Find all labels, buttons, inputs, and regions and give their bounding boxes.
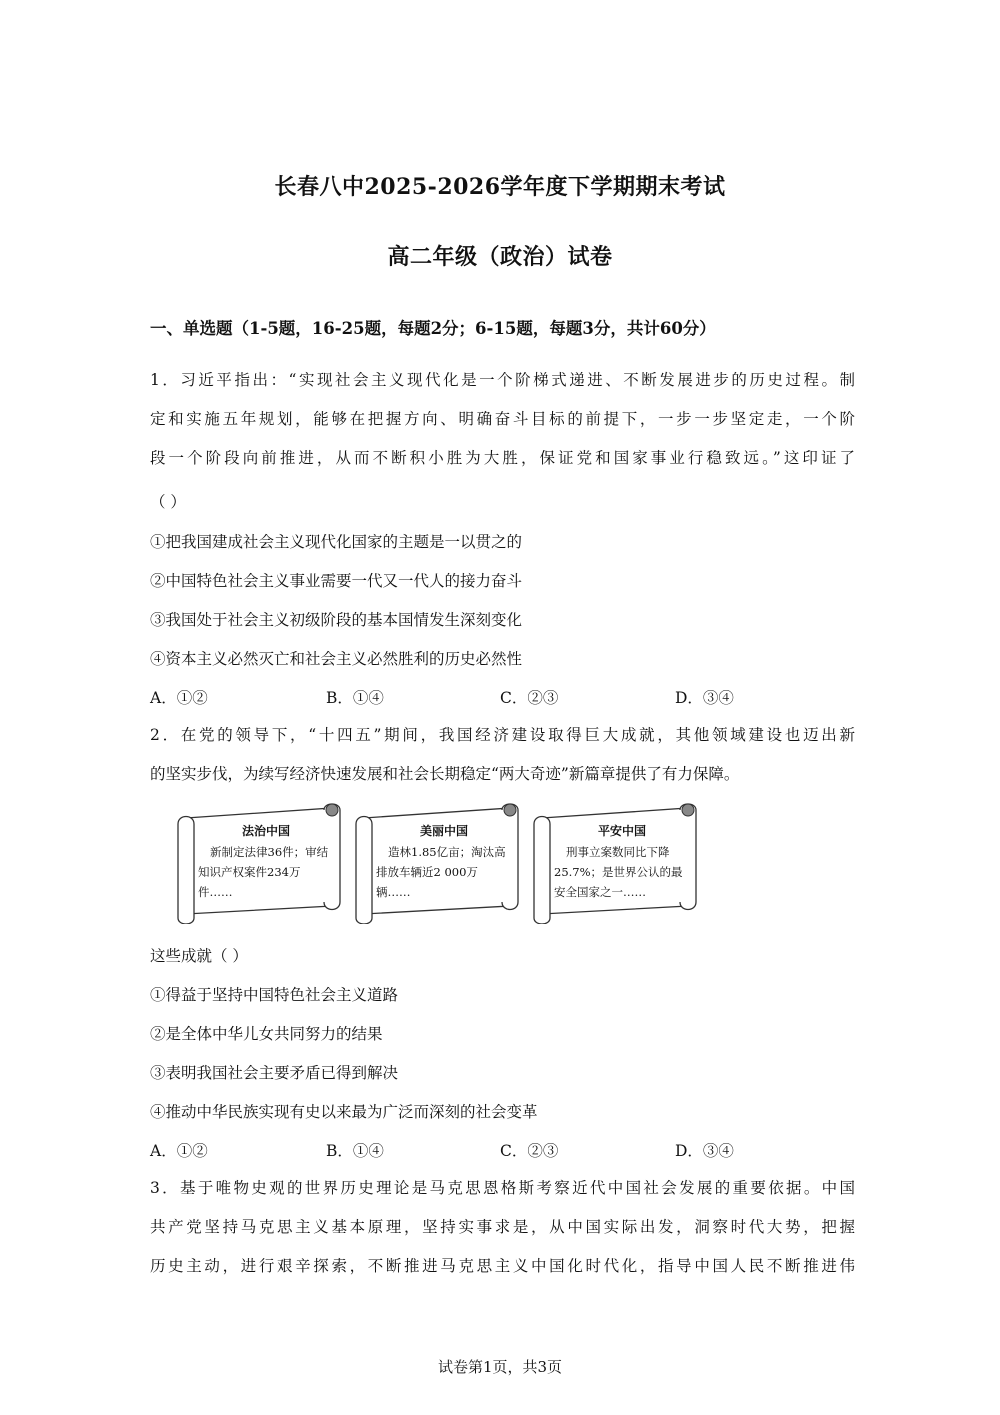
q3-stem-line-3: 历史主动，进行艰辛探索，不断推进马克思主义中国化时代化，指导中国人民不断推进伟 — [150, 1257, 855, 1275]
scroll-title: 法治中国 — [241, 824, 290, 838]
q2-stem-line-2: 的坚实步伐，为续写经济快速发展和社会长期稳定“两大奇迹”新篇章提供了有力保障。 — [150, 765, 740, 783]
q1-stem-line-2: 定和实施五年规划，能够在把握方向、明确奋斗目标的前提下，一步一步坚定走，一个阶 — [150, 410, 855, 428]
q2-option-c[interactable]: C．②③ — [500, 1142, 559, 1160]
scroll-title: 平安中国 — [597, 824, 646, 838]
exam-title: 长春八中2025-2026学年度下学期期末考试 — [274, 174, 726, 200]
exam-subtitle: 高二年级（政治）试卷 — [387, 244, 613, 270]
scroll-card-safe-china — [528, 802, 700, 924]
q2-stem-line-1: 2．在党的领导下，“十四五”期间，我国经济建设取得巨大成就，其他领域建设也迈出新 — [150, 726, 855, 744]
q1-answer-blank: （ ） — [150, 493, 186, 511]
q1-item-3: ③我国处于社会主义初级阶段的基本国情发生深刻变化 — [150, 611, 523, 629]
q1-option-c[interactable]: C．②③ — [500, 689, 559, 707]
q2-item-3: ③表明我国社会主要矛盾已得到解决 — [150, 1064, 399, 1082]
scroll-text: 新制定法律36件；审结知识产权案件234万件…… — [198, 845, 329, 899]
q2-option-d[interactable]: D．③④ — [675, 1142, 734, 1160]
section-heading: 一、单选题（1-5题，16-25题，每题2分；6-15题，每题3分，共计60分） — [150, 319, 716, 338]
q2-option-b[interactable]: B．①④ — [326, 1142, 384, 1160]
q2-item-2: ②是全体中华儿女共同努力的结果 — [150, 1025, 383, 1043]
scroll-text: 造林1.85亿亩；淘汰高排放车辆近2 000万辆…… — [376, 845, 506, 899]
scroll-card-beautiful-china — [350, 802, 522, 924]
q1-option-a[interactable]: A．①② — [150, 689, 208, 707]
q2-question: 这些成就（ ） — [150, 947, 248, 965]
q2-item-1: ①得益于坚持中国特色社会主义道路 — [150, 986, 399, 1004]
q3-stem-line-1: 3．基于唯物史观的世界历史理论是马克思恩格斯考察近代中国社会发展的重要依据。中国 — [150, 1179, 855, 1197]
q1-option-b[interactable]: B．①④ — [326, 689, 384, 707]
scroll-title: 美丽中国 — [419, 824, 468, 838]
q1-stem-line-3: 段一个阶段向前推进，从而不断积小胜为大胜，保证党和国家事业行稳致远。”这印证了 — [150, 449, 855, 467]
q1-option-d[interactable]: D．③④ — [675, 689, 734, 707]
q3-stem-line-2: 共产党坚持马克思主义基本原理，坚持实事求是，从中国实际出发，洞察时代大势，把握 — [150, 1218, 855, 1236]
q1-item-1: ①把我国建成社会主义现代化国家的主题是一以贯之的 — [150, 533, 523, 551]
q1-item-2: ②中国特色社会主义事业需要一代又一代人的接力奋斗 — [150, 572, 523, 590]
q2-option-a[interactable]: A．①② — [150, 1142, 208, 1160]
page-footer: 试卷第1页，共3页 — [437, 1358, 563, 1376]
q1-item-4: ④资本主义必然灭亡和社会主义必然胜利的历史必然性 — [150, 650, 523, 668]
q1-stem-line-1: 1．习近平指出：“实现社会主义现代化是一个阶梯式递进、不断发展进步的历史过程。制 — [150, 371, 855, 389]
scroll-text: 刑事立案数同比下降25.7%；是世界公认的最安全国家之一…… — [554, 845, 683, 899]
q2-item-4: ④推动中华民族实现有史以来最为广泛而深刻的社会变革 — [150, 1103, 538, 1121]
scroll-card-rule-of-law — [172, 802, 344, 924]
